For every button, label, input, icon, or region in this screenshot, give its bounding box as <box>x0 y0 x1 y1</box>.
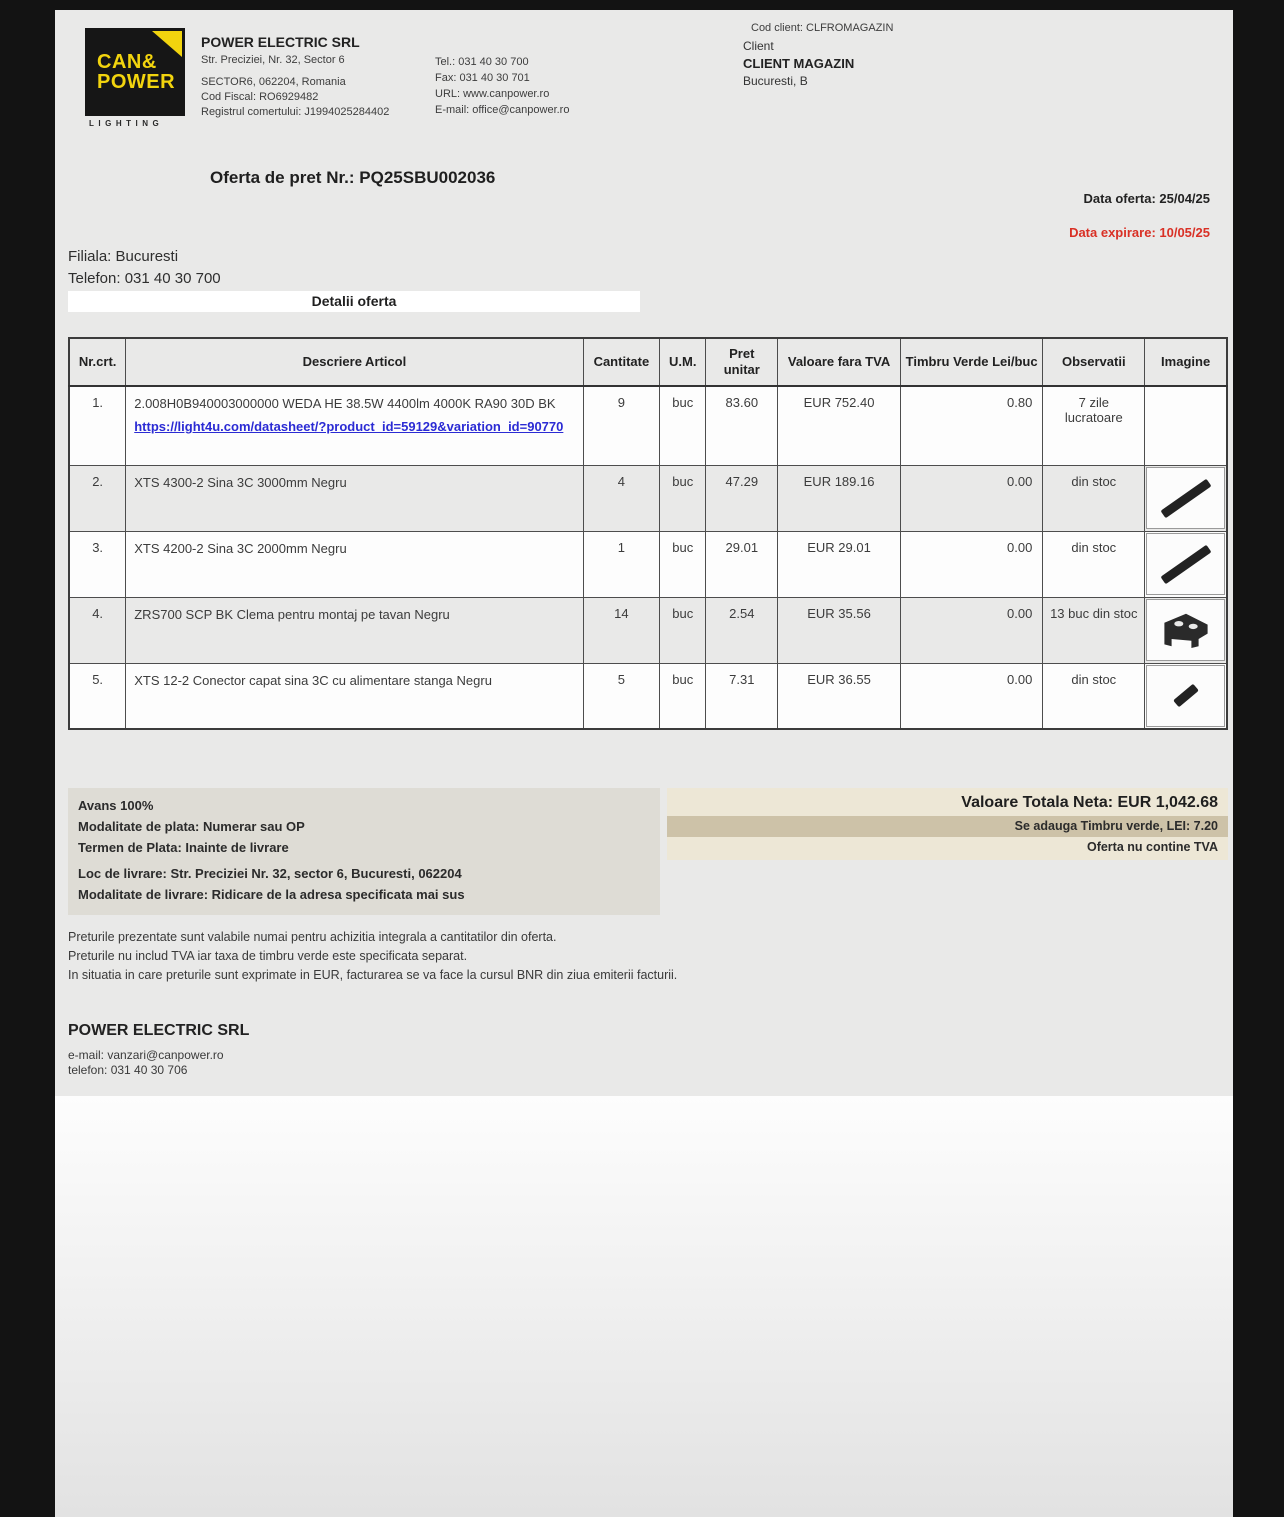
item-qty: 14 <box>583 597 659 663</box>
item-qty: 9 <box>583 386 659 465</box>
item-timbru: 0.00 <box>900 597 1042 663</box>
item-image-cell <box>1145 465 1227 531</box>
datasheet-link[interactable]: https://light4u.com/datasheet/?product_id=59129&variation_id=90770 <box>134 419 564 434</box>
client-name: CLIENT MAGAZIN <box>743 56 855 71</box>
item-qty: 1 <box>583 531 659 597</box>
supplier-address1: Str. Preciziei, Nr. 32, Sector 6 <box>201 54 345 66</box>
item-um: buc <box>660 386 706 465</box>
item-um: buc <box>660 663 706 729</box>
logo-subtitle: LIGHTING <box>89 119 164 128</box>
item-timbru: 0.00 <box>900 465 1042 531</box>
footer-company-name: POWER ELECTRIC SRL <box>68 1022 250 1039</box>
item-qty: 4 <box>583 465 659 531</box>
item-unit-price: 7.31 <box>706 663 778 729</box>
note-line: Preturile nu includ TVA iar taxa de timbru verde este specificata separat. <box>68 949 468 963</box>
item-image-cell <box>1145 531 1227 597</box>
branch-info <box>68 246 221 290</box>
terms-loc: Loc de livrare: Str. Preciziei Nr. 32, sector 6, Bucuresti, 062204 <box>78 866 462 881</box>
item-image-cell <box>1145 386 1227 465</box>
total-net-value: Valoare Totala Neta: EUR 1,042.68 <box>961 794 1218 811</box>
item-unit-price: 29.01 <box>706 531 778 597</box>
col-header-um: U.M. <box>660 338 706 386</box>
item-description <box>126 386 583 465</box>
item-description: XTS 4300-2 Sina 3C 3000mm Negru <box>126 465 583 531</box>
supplier-contact <box>435 54 665 118</box>
supplier-email: E-mail: office@canpower.ro <box>435 104 570 116</box>
offer-title: Oferta de pret Nr.: PQ25SBU002036 <box>210 168 496 187</box>
offer-date: Data oferta: 25/04/25 <box>1083 191 1210 206</box>
item-timbru: 0.00 <box>900 531 1042 597</box>
footer-email: e-mail: vanzari@canpower.ro <box>68 1048 224 1062</box>
footer-signature <box>68 1022 249 1078</box>
terms-termen: Termen de Plata: Inainte de livrare <box>78 840 289 855</box>
item-description-text: 2.008H0B940003000000 WEDA HE 38.5W 4400lm 4000K RA90 30D BK <box>134 396 556 411</box>
product-photo <box>1146 533 1225 595</box>
item-nr: 5. <box>69 663 126 729</box>
item-unit-price: 2.54 <box>706 597 778 663</box>
logo-text-line2: POWER <box>97 71 176 93</box>
col-header-descriere: Descriere Articol <box>126 338 583 386</box>
canpower-logo-icon <box>85 28 185 116</box>
terms-livrare: Modalitate de livrare: Ridicare de la adresa specificata mai sus <box>78 887 465 902</box>
item-um: buc <box>660 465 706 531</box>
track-rail-image-icon <box>1160 544 1211 583</box>
item-qty: 5 <box>583 663 659 729</box>
client-info <box>743 22 1063 90</box>
supplier-fax: Fax: 031 40 30 701 <box>435 72 530 84</box>
supplier-address2: SECTOR6, 062204, Romania <box>201 76 346 88</box>
product-photo <box>1146 599 1225 661</box>
item-notes: 7 zile lucratoare <box>1043 386 1145 465</box>
client-label: Client <box>743 39 774 53</box>
offer-expiry-date: Data expirare: 10/05/25 <box>1069 225 1210 240</box>
client-city: Bucuresti, B <box>743 74 808 88</box>
total-timbru-verde: Se adauga Timbru verde, LEI: 7.20 <box>667 816 1228 837</box>
supplier-info <box>201 34 441 120</box>
item-value: EUR 189.16 <box>778 465 901 531</box>
item-value: EUR 36.55 <box>778 663 901 729</box>
note-line: In situatia in care preturile sunt exprimate in EUR, facturarea se va face la cursul BNR din ziua emiterii facturii. <box>68 968 678 982</box>
supplier-fiscal: Cod Fiscal: RO6929482 <box>201 91 319 103</box>
table-row <box>69 531 1227 597</box>
logo-text-line1: CAN& <box>97 51 157 73</box>
item-description: ZRS700 SCP BK Clema pentru montaj pe tavan Negru <box>126 597 583 663</box>
col-header-imagine: Imagine <box>1145 338 1227 386</box>
offer-document <box>55 10 1233 1096</box>
item-timbru: 0.80 <box>900 386 1042 465</box>
supplier-tel: Tel.: 031 40 30 700 <box>435 56 529 68</box>
logo-yellow-corner-icon <box>152 31 182 57</box>
branch-phone: Telefon: 031 40 30 700 <box>68 270 221 287</box>
payment-terms <box>68 788 660 915</box>
table-row <box>69 663 1227 729</box>
branch-name: Filiala: Bucuresti <box>68 248 179 265</box>
client-code: Cod client: CLFROMAGAZIN <box>751 22 894 34</box>
col-header-valoare: Valoare fara TVA <box>778 338 901 386</box>
product-photo <box>1146 467 1225 529</box>
item-unit-price: 47.29 <box>706 465 778 531</box>
item-nr: 1. <box>69 386 126 465</box>
item-unit-price: 83.60 <box>706 386 778 465</box>
table-header-row <box>69 338 1227 386</box>
supplier-registry: Registrul comertului: J1994025284402 <box>201 106 390 118</box>
item-timbru: 0.00 <box>900 663 1042 729</box>
footer-phone: telefon: 031 40 30 706 <box>68 1063 188 1077</box>
item-description: XTS 4200-2 Sina 3C 2000mm Negru <box>126 531 583 597</box>
item-um: buc <box>660 531 706 597</box>
terms-plata: Modalitate de plata: Numerar sau OP <box>78 819 305 834</box>
item-description: XTS 12-2 Conector capat sina 3C cu alimentare stanga Negru <box>126 663 583 729</box>
end-connector-image-icon <box>1173 684 1199 708</box>
table-row <box>69 386 1227 465</box>
item-um: buc <box>660 597 706 663</box>
item-notes: din stoc <box>1043 465 1145 531</box>
supplier-url: URL: www.canpower.ro <box>435 88 550 100</box>
details-section-header: Detalii oferta <box>68 291 640 312</box>
item-notes: din stoc <box>1043 531 1145 597</box>
note-line: Preturile prezentate sunt valabile numai pentru achizitia integrala a cantitatilor din oferta. <box>68 930 557 944</box>
item-nr: 3. <box>69 531 126 597</box>
col-header-pret: Pret unitar <box>706 338 778 386</box>
item-nr: 2. <box>69 465 126 531</box>
document-page <box>55 10 1233 1517</box>
ceiling-clamp-image-icon <box>1159 610 1213 650</box>
item-value: EUR 752.40 <box>778 386 901 465</box>
table-row <box>69 597 1227 663</box>
total-no-vat-note: Oferta nu contine TVA <box>1086 840 1218 854</box>
item-image-cell <box>1145 597 1227 663</box>
item-notes: din stoc <box>1043 663 1145 729</box>
item-nr: 4. <box>69 597 126 663</box>
offer-dates <box>1069 191 1210 240</box>
supplier-name: POWER ELECTRIC SRL <box>201 34 360 50</box>
col-header-cantitate: Cantitate <box>583 338 659 386</box>
table-row <box>69 465 1227 531</box>
item-notes: 13 buc din stoc <box>1043 597 1145 663</box>
col-header-timbru: Timbru Verde Lei/buc <box>900 338 1042 386</box>
item-value: EUR 35.56 <box>778 597 901 663</box>
item-value: EUR 29.01 <box>778 531 901 597</box>
items-table <box>68 337 1228 730</box>
company-logo <box>85 28 195 128</box>
terms-avans: Avans 100% <box>78 798 154 813</box>
item-image-cell <box>1145 663 1227 729</box>
product-photo <box>1146 665 1225 727</box>
track-rail-image-icon <box>1160 478 1211 517</box>
col-header-nr: Nr.crt. <box>69 338 126 386</box>
col-header-observatii: Observatii <box>1043 338 1145 386</box>
offer-notes <box>68 928 677 985</box>
totals-summary <box>667 788 1228 860</box>
